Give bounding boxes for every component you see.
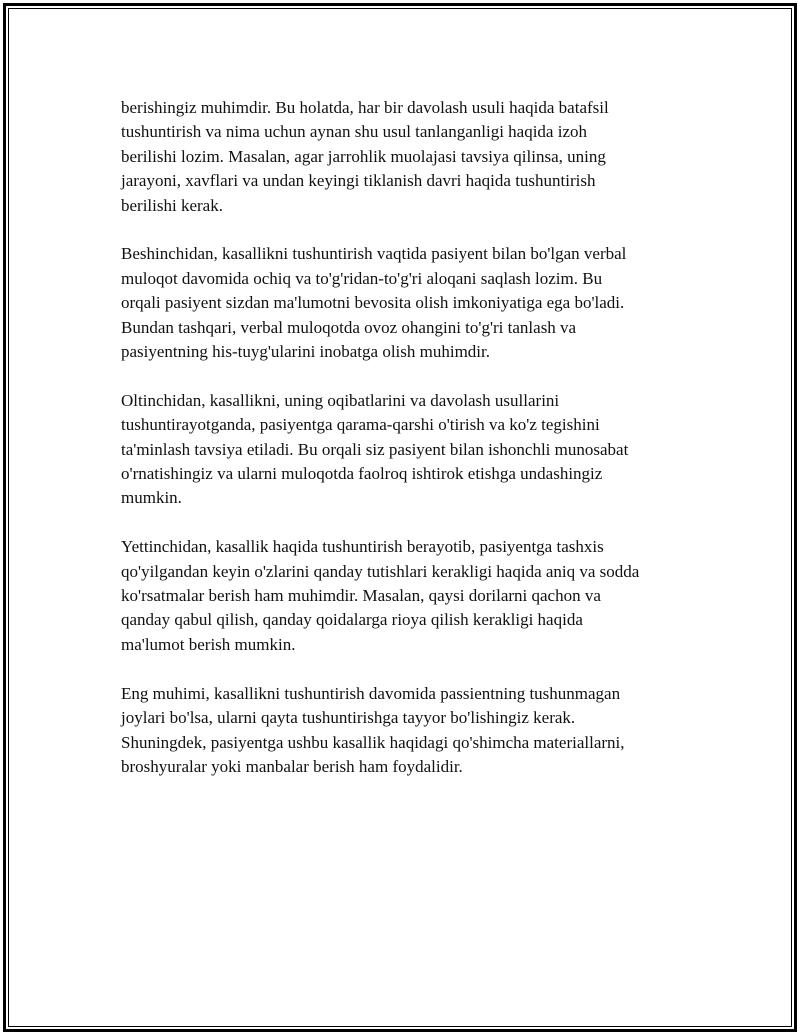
text-line: tushuntirish va nima uchun aynan shu usul tanlanganligi haqida izoh (121, 122, 587, 142)
text-line: muloqot davomida ochiq va to'g'ridan-to'g'ri aloqani saqlash lozim. Bu (121, 268, 603, 288)
text-line: Shuningdek, pasiyentga ushbu kasallik haqidagi qo'shimcha materiallarni, (121, 732, 625, 752)
text-line: ko'rsatmalar berish ham muhimdir. Masalan, qaysi dorilarni qachon va (121, 586, 601, 606)
text-line: orqali pasiyent sizdan ma'lumotni bevosita olish imkoniyatiga ega bo'ladi. (121, 293, 625, 313)
paragraph-3 (121, 389, 691, 511)
paragraph-2 (121, 242, 691, 364)
text-line: berilishi lozim. Masalan, agar jarrohlik muolajasi tavsiya qilinsa, uning (121, 146, 606, 166)
text-line: ma'lumot berish mumkin. (121, 634, 296, 654)
text-line: broshyuralar yoki manbalar berish ham foydalidir. (121, 756, 463, 776)
text-line: Yettinchidan, kasallik haqida tushuntirish berayotib, pasiyentga tashxis (121, 537, 604, 557)
paragraph-4 (121, 535, 691, 657)
text-line: pasiyentning his-tuyg'ularini inobatga olish muhimdir. (121, 342, 491, 362)
text-line: berilishi kerak. (121, 195, 223, 215)
page-frame (3, 3, 797, 1032)
text-line: qanday qabul qilish, qanday qoidalarga rioya qilish kerakligi haqida (121, 610, 583, 630)
text-line: Eng muhimi, kasallikni tushuntirish davomida passientning tushunmagan (121, 683, 621, 703)
text-line: jarayoni, xavflari va undan keyingi tiklanish davri haqida tushuntirish (121, 171, 596, 191)
text-line: ta'minlash tavsiya etiladi. Bu orqali siz pasiyent bilan ishonchli munosabat (121, 439, 629, 459)
document-body (121, 96, 691, 804)
text-line: qo'yilgandan keyin o'zlarini qanday tutishlari kerakligi haqida aniq va sodda (121, 561, 640, 581)
text-line: Beshinchidan, kasallikni tushuntirish vaqtida pasiyent bilan bo'lgan verbal (121, 244, 627, 264)
paragraph-1 (121, 96, 691, 218)
text-line: o'rnatishingiz va ularni muloqotda faolroq ishtirok etishga undashingiz (121, 464, 603, 484)
paragraph-5 (121, 682, 691, 780)
text-line: berishingiz muhimdir. Bu holatda, har bir davolash usuli haqida batafsil (121, 98, 609, 117)
text-line: joylari bo'lsa, ularni qayta tushuntirishga tayyor bo'lishingiz kerak. (121, 708, 576, 728)
text-line: Oltinchidan, kasallikni, uning oqibatlarini va davolash usullarini (121, 390, 560, 410)
text-line: mumkin. (121, 488, 182, 508)
text-line: Bundan tashqari, verbal muloqotda ovoz ohangini to'g'ri tanlash va (121, 317, 577, 337)
text-line: tushuntirayotganda, pasiyentga qarama-qarshi o'tirish va ko'z tegishini (121, 415, 600, 435)
